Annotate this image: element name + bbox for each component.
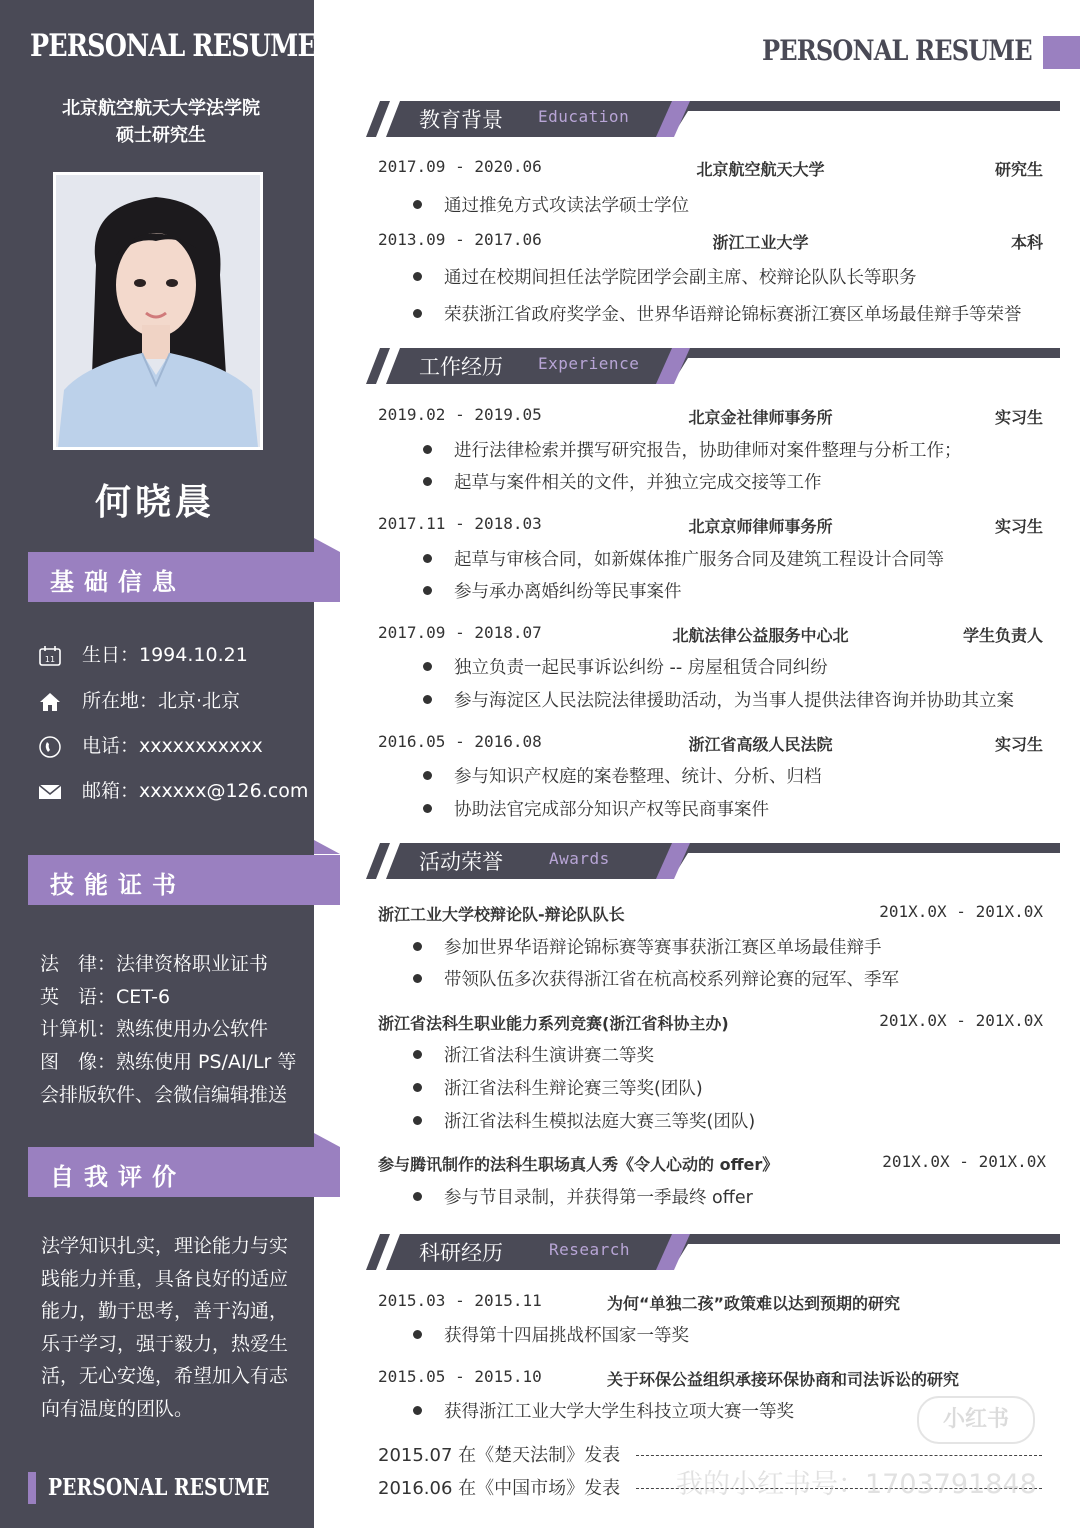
bullet-item: 通过在校期间担任法学院团学会副主席、校辩论队队长等职务 [444, 264, 917, 289]
role: 实习生 [994, 408, 1043, 427]
experience-header [366, 348, 1060, 384]
education-header [366, 101, 1060, 137]
section-title-en: Awards [549, 849, 610, 868]
person-name: 何晓晨 [94, 482, 215, 523]
org: 浙江省高级人民法院 [688, 735, 833, 754]
section-title-cn: 教育背景 [419, 108, 503, 132]
phone-row [38, 731, 263, 758]
bullet-item: 浙江省法科生演讲赛二等奖 [444, 1042, 654, 1067]
date: 201X.0X - 201X.0X [879, 902, 1043, 921]
org: 浙江工业大学 [712, 233, 809, 252]
bullet-item: 获得浙江工业大学大学生科技立项大赛一等奖 [444, 1398, 794, 1423]
skills-header [28, 855, 340, 905]
role: 本科 [1010, 233, 1043, 252]
bullet-item: 通过推免方式攻读法学硕士学位 [444, 192, 689, 217]
phone-text: 电话：xxxxxxxxxxx [82, 735, 263, 757]
section-title-en: Research [549, 1240, 631, 1259]
date: 2019.02 - 2019.05 [378, 405, 542, 424]
section-title-en: Experience [538, 354, 640, 373]
watermark-logo: 小红书 [917, 1396, 1035, 1444]
date: 2015.03 - 2015.11 [378, 1291, 542, 1310]
date: 201X.0X - 201X.0X [879, 1011, 1043, 1030]
role: 实习生 [994, 517, 1043, 536]
bullet-item: 参与节目录制，并获得第一季最终 offer [444, 1184, 753, 1209]
school-name: 北京航空航天大学法学院 [62, 98, 260, 119]
self-eval-header [28, 1147, 340, 1197]
phone-icon [38, 736, 62, 758]
edu-row [378, 230, 1043, 254]
skills-title: 技能证书 [50, 871, 186, 899]
dashed-line [636, 1455, 1042, 1456]
sidebar [0, 0, 317, 1528]
awards-header [366, 843, 1060, 879]
email-row [38, 776, 308, 803]
section-title-en: Education [538, 107, 630, 126]
skill-item: 计算机：熟练使用办公软件 [40, 1018, 269, 1040]
role: 实习生 [994, 735, 1043, 754]
research-row [378, 1291, 1043, 1315]
svg-text:11: 11 [44, 654, 56, 664]
bottom-title: PERSONAL RESUME [48, 1474, 270, 1501]
research-title: 为何“单独二孩”政策难以达到预期的研究 [607, 1294, 901, 1313]
section-corner [314, 840, 340, 854]
degree: 硕士研究生 [116, 125, 206, 146]
bullet-item: 参加世界华语辩论锦标赛等赛事获浙江赛区单场最佳辩手 [444, 934, 882, 959]
location-text: 所在地：北京·北京 [82, 690, 241, 712]
section-title-cn: 科研经历 [419, 1241, 503, 1265]
edu-row [378, 157, 1043, 181]
email-text: 邮箱：xxxxxx@126.com [82, 780, 309, 802]
section-title-cn: 工作经历 [419, 355, 503, 379]
section-title-cn: 活动荣誉 [419, 850, 503, 874]
research-title: 关于环保公益组织承接环保协商和司法诉讼的研究 [607, 1370, 960, 1389]
skill-item: 法 律：法律资格职业证书 [40, 953, 269, 975]
watermark-id: 我的小红书号：1703791848 [676, 1469, 1037, 1500]
award-title: 浙江省法科生职业能力系列竞赛(浙江省科协主办) [378, 1014, 729, 1033]
exp-row [378, 623, 1043, 647]
basic-info-header [28, 552, 340, 602]
award-row [378, 1152, 1046, 1176]
publication: 2015.07 在《楚天法制》发表 [378, 1445, 621, 1466]
role: 学生负责人 [962, 626, 1043, 645]
exp-row [378, 514, 1043, 538]
bullet-item: 浙江省法科生模拟法庭大赛三等奖(团队) [444, 1108, 755, 1133]
date: 2013.09 - 2017.06 [378, 230, 542, 249]
date: 2015.05 - 2015.10 [378, 1367, 542, 1386]
research-row [378, 1367, 1043, 1391]
bullet-item: 独立负责一起民事诉讼纠纷 -- 房屋租赁合同纠纷 [454, 654, 828, 679]
org: 北航法律公益服务中心北 [672, 626, 849, 645]
role: 研究生 [994, 160, 1043, 179]
basic-info-title: 基础信息 [50, 568, 186, 596]
bottom-accent [28, 1472, 36, 1504]
research-header [366, 1234, 1060, 1270]
home-icon [38, 691, 62, 713]
date: 201X.0X - 201X.0X [882, 1152, 1046, 1171]
main-title: PERSONAL RESUME [762, 34, 1032, 67]
bullet-item: 进行法律检索并撰写研究报告，协助律师对案件整理与分析工作； [454, 437, 962, 462]
bullet-item: 参与承办离婚纠纷等民事案件 [454, 578, 682, 603]
publication: 2016.06 在《中国市场》发表 [378, 1478, 621, 1499]
bullet-item: 起草与审核合同，如新媒体推广服务合同及建筑工程设计合同等 [454, 546, 944, 571]
sidebar-title: PERSONAL RESUME [30, 28, 317, 64]
award-row [378, 902, 1043, 926]
bullet-item: 起草与案件相关的文件，并独立完成交接等工作 [454, 469, 822, 494]
bullet-item: 荣获浙江省政府奖学金、世界华语辩论锦标赛浙江赛区单场最佳辩手等荣誉 [444, 301, 1022, 326]
section-corner [314, 538, 340, 552]
award-title: 参与腾讯制作的法科生职场真人秀《令人心动的 offer》 [378, 1155, 779, 1174]
exp-row [378, 732, 1043, 756]
title-accent [1043, 36, 1080, 69]
org: 北京京师律师事务所 [688, 517, 833, 536]
skill-item: 图 像：熟练使用 PS/AI/Lr 等 [40, 1051, 297, 1073]
bullet-item: 参与海淀区人民法院法律援助活动，为当事人提供法律咨询并协助其立案 [454, 687, 1014, 712]
bullet-item: 带领队伍多次获得浙江省在杭高校系列辩论赛的冠军、季军 [444, 966, 899, 991]
self-eval-title: 自我评价 [50, 1163, 186, 1191]
date: 2016.05 - 2016.08 [378, 732, 542, 751]
section-corner [314, 1133, 340, 1147]
birthday-text: 生日：1994.10.21 [82, 644, 248, 666]
bullet-item: 参与知识产权庭的案卷整理、统计、分析、归档 [454, 763, 822, 788]
org: 北京金社律师事务所 [688, 408, 833, 427]
award-row [378, 1011, 1043, 1035]
self-eval-text: 法学知识扎实，理论能力与实践能力并重，具备良好的适应能力，勤于思考，善于沟通，乐于学习，强于毅力，热爱生活，无心安逸，希望加入有志向有温度的团队。 [41, 1235, 289, 1420]
exp-row [378, 405, 1043, 429]
bullet-item: 浙江省法科生辩论赛三等奖(团队) [444, 1075, 703, 1100]
award-title: 浙江工业大学校辩论队-辩论队队长 [378, 905, 625, 924]
skill-item: 会排版软件、会微信编辑推送 [40, 1084, 288, 1106]
org: 北京航空航天大学 [696, 160, 825, 179]
date: 2017.11 - 2018.03 [378, 514, 542, 533]
calendar-icon [38, 645, 62, 667]
bullet-item: 获得第十四届挑战杯国家一等奖 [444, 1322, 689, 1347]
location-row [38, 686, 240, 713]
date: 2017.09 - 2020.06 [378, 157, 542, 176]
profile-photo [53, 172, 263, 450]
mail-icon [38, 781, 62, 803]
birthday-row [38, 640, 248, 667]
bullet-item: 协助法官完成部分知识产权等民商事案件 [454, 796, 769, 821]
skill-item: 英 语：CET-6 [40, 986, 171, 1008]
date: 2017.09 - 2018.07 [378, 623, 542, 642]
